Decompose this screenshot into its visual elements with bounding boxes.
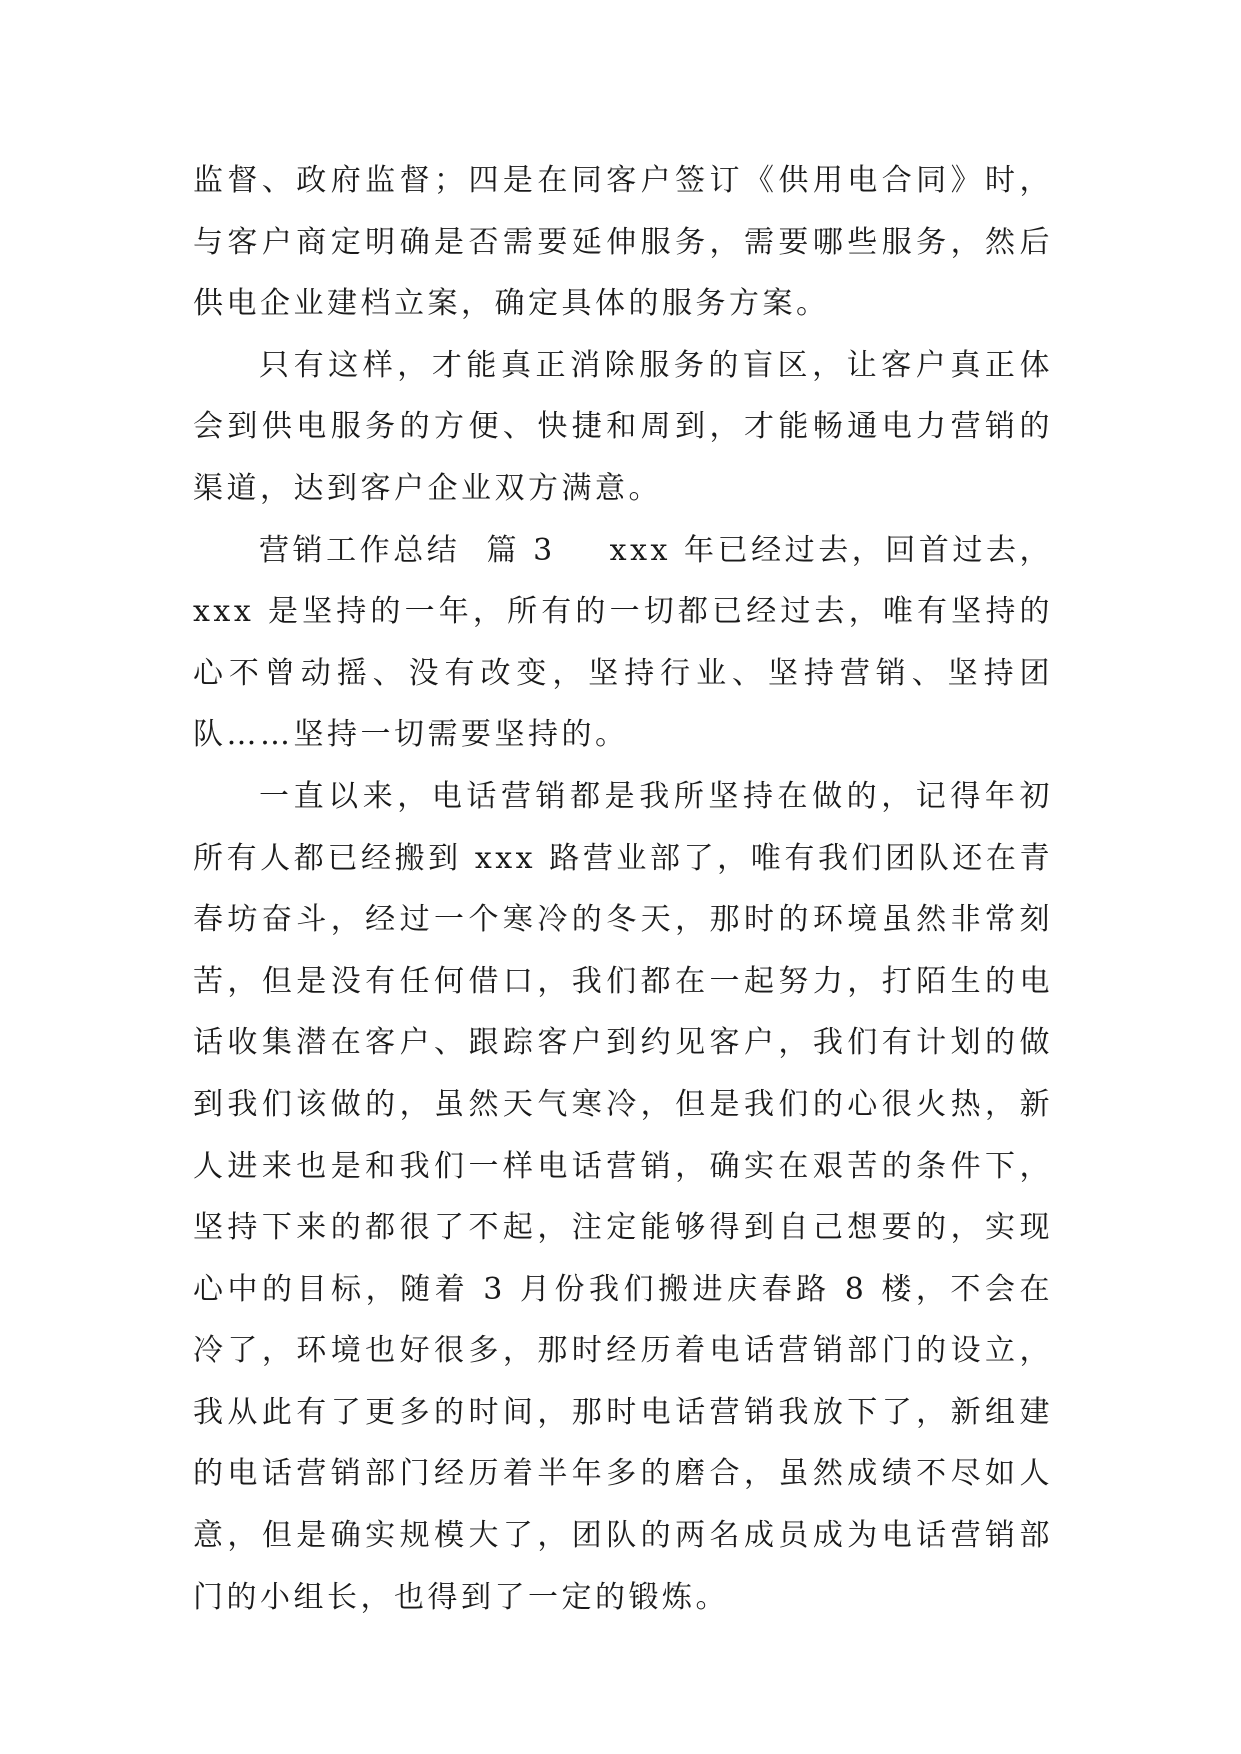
paragraph-3 xyxy=(193,520,1053,766)
paragraph-1: 监督、政府监督；四是在同客户签订《供用电合同》时，与客户商定明确是否需要延伸服务，需要哪些服务，然后供电企业建档立案，确定具体的服务方案。 xyxy=(193,163,1053,322)
paragraph-3-body: xxx 年已经过去，回首过去，xxx 是坚持的一年，所有的一切都已经过去，唯有坚持的心不曾动摇、没有改变，坚持行业、坚持营销、坚持团队……坚持一切需要坚持的。 xyxy=(193,532,1053,753)
paragraph-2: 只有这样，才能真正消除服务的盲区，让客户真正体会到供电服务的方便、快捷和周到，才能畅通电力营销的渠道，达到客户企业双方满意。 xyxy=(193,347,1053,506)
document-page xyxy=(193,150,1053,1628)
paragraph-4: 一直以来，电话营销都是我所坚持在做的，记得年初所有人都已经搬到 xxx 路营业部了，唯有我们团队还在青春坊奋斗，经过一个寒冷的冬天，那时的环境虽然非常刻苦，但是没有任何借口，我们都在一起努力，打陌生的电话收集潜在客户、跟踪客户到约见客户，我们有计划的做到我们该做的，虽然天气寒冷，但是我们的心很火热，新人进来也是和我们一样电话营销，确实在艰苦的条件下，坚持下来的都很了不起，注定能够得到自己想要的，实现心中的目标，随着 3 月份我们搬进庆春路 8 楼，不会在冷了，环境也好很多，那时经历着电话营销部门的设立，我从此有了更多的时间，那时电话营销我放下了，新组建的电话营销部门经历着半年多的磨合，虽然成绩不尽如人意，但是确实规模大了，团队的两名成员成为电话营销部门的小组长，也得到了一定的锻炼。 xyxy=(193,778,1053,1615)
section-heading: 营销工作总结 篇 3 xyxy=(259,532,556,568)
